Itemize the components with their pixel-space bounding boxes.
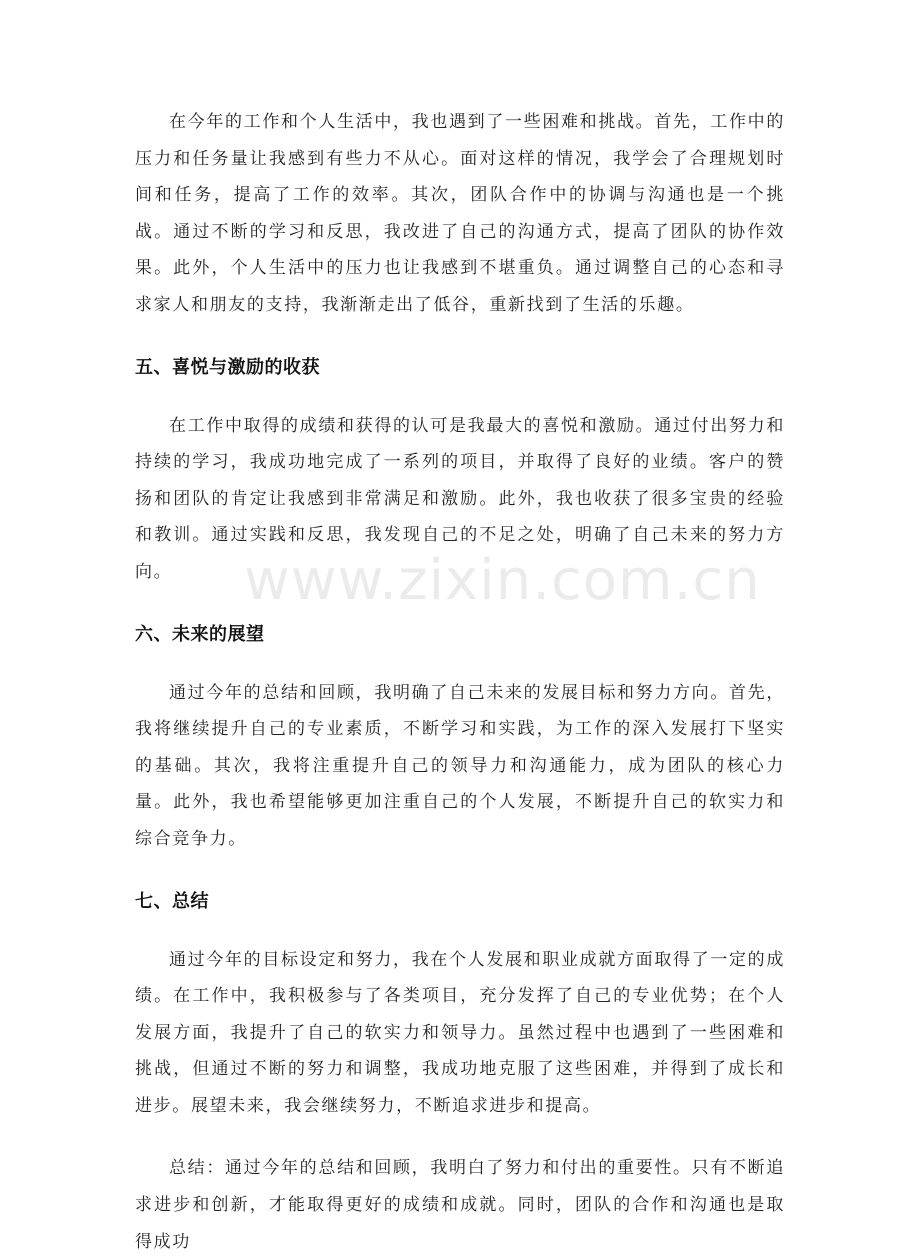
paragraph-future-outlook: 通过今年的总结和回顾，我明确了自己未来的发展目标和努力方向。首先，我将继续提升自己的专业素质，不断学习和实践，为工作的深入发展打下坚实的基础。其次，我将注重提升自己的领导力和沟通能力，成为团队的核心力量。此外，我也希望能够更加注重自己的个人发展，不断提升自己的软实力和综合竞争力。 — [135, 682, 785, 849]
paragraph-joy-and-motivation: 在工作中取得的成绩和获得的认可是我最大的喜悦和激励。通过付出努力和持续的学习，我成功地完成了一系列的项目，并取得了良好的业绩。客户的赞扬和团队的肯定让我感到非常满足和激励。此外，我也收获了很多宝贵的经验和教训。通过实践和反思，我发现自己的不足之处，明确了自己未来的努力方向。 — [135, 415, 785, 582]
heading-summary: 七、总结 — [135, 890, 209, 912]
document-body — [135, 104, 785, 1260]
paragraph-difficulties: 在今年的工作和个人生活中，我也遇到了一些困难和挑战。首先，工作中的压力和任务量让我感到有些力不从心。面对这样的情况，我学会了合理规划时间和任务，提高了工作的效率。其次，团队合作中的协调与沟通也是一个挑战。通过不断的学习和反思，我改进了自己的沟通方式，提高了团队的协作效果。此外，个人生活中的压力也让我感到不堪重负。通过调整自己的心态和寻求家人和朋友的支持，我渐渐走出了低谷，重新找到了生活的乐趣。 — [135, 112, 785, 315]
heading-future-outlook: 六、未来的展望 — [135, 623, 265, 645]
watermark: www.zixin.com.cn — [244, 548, 761, 613]
paragraph-summary: 通过今年的目标设定和努力，我在个人发展和职业成就方面取得了一定的成绩。在工作中，我积极参与了各类项目，充分发挥了自己的专业优势；在个人发展方面，我提升了自己的软实力和领导力。虽然过程中也遇到了一些困难和挑战，但通过不断的努力和调整，我成功地克服了这些困难，并得到了成长和进步。展望未来，我会继续努力，不断追求进步和提高。 — [135, 949, 785, 1116]
heading-joy-and-motivation: 五、喜悦与激励的收获 — [135, 356, 320, 378]
paragraph-conclusion: 总结：通过今年的总结和回顾，我明白了努力和付出的重要性。只有不断追求进步和创新，才能取得更好的成绩和成就。同时，团队的合作和沟通也是取得成功 — [135, 1158, 785, 1252]
